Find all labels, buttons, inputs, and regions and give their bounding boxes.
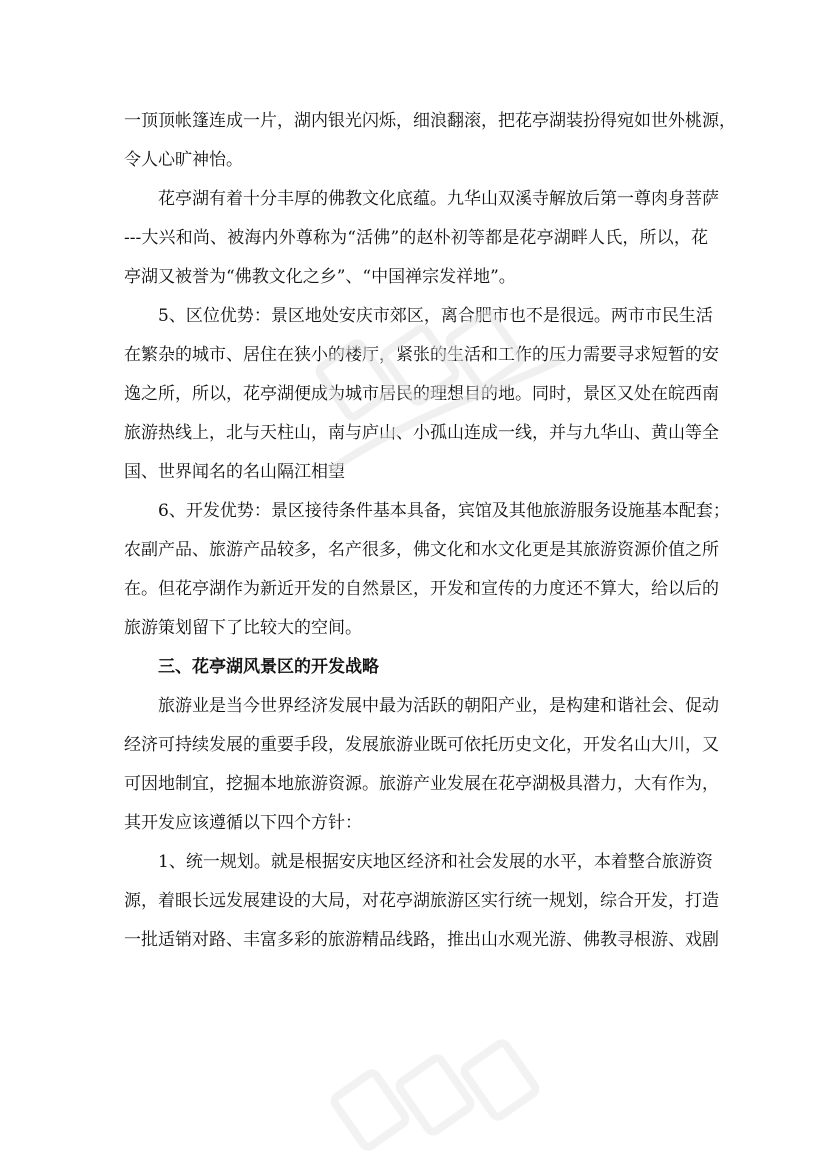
paragraph-line: ---大兴和尚、被海内外尊称为“活佛”的赵朴初等都是花亭湖畔人氏，所以，花 — [124, 228, 708, 248]
paragraph-line: 一顶顶帐篷连成一片，湖内银光闪烁，细浪翻滚，把花亭湖装扮得宛如世外桃源， — [124, 111, 736, 131]
paragraph-line: 令人心旷神怡。 — [124, 150, 243, 170]
paragraph-line: 1、统一规划。就是根据安庆地区经济和社会发展的水平，本着整合旅游资 — [158, 852, 713, 872]
paragraph-line: 一批适销对路、丰富多彩的旅游精品线路，推出山水观光游、佛教寻根游、戏剧 — [124, 930, 719, 950]
paragraph-line: 在。但花亭湖作为新近开发的自然景区，开发和宣传的力度还不算大，给以后的 — [124, 579, 719, 599]
paragraph-line: 其开发应该遵循以下四个方针： — [124, 813, 362, 833]
paragraph-line: 旅游业是当今世界经济发展中最为活跃的朝阳产业，是构建和谐社会、促动 — [158, 696, 719, 716]
document-body — [124, 102, 736, 960]
paragraph-line: 旅游策划留下了比较大的空间。 — [124, 618, 362, 638]
section-heading: 三、花亭湖风景区的开发战略 — [158, 657, 379, 677]
paragraph-line: 逸之所，所以，花亭湖便成为城市居民的理想目的地。同时，景区又处在皖西南 — [124, 384, 719, 404]
paragraph-line: 可因地制宜，挖掘本地旅游资源。旅游产业发展在花亭湖极具潜力，大有作为， — [124, 774, 719, 794]
paragraph-line: 旅游热线上，北与天柱山，南与庐山、小孤山连成一线，并与九华山、黄山等全 — [124, 423, 719, 443]
paragraph-line: 国、世界闻名的名山隔江相望 — [124, 462, 345, 482]
paragraph-line: 在繁杂的城市、居住在狭小的楼厅，紧张的生活和工作的压力需要寻求短暂的安 — [124, 345, 719, 365]
paragraph-line: 亭湖又被誉为“佛教文化之乡”、“中国禅宗发祥地”。 — [124, 267, 516, 287]
paragraph-line: 经济可持续发展的重要手段，发展旅游业既可依托历史文化，开发名山大川，又 — [124, 735, 719, 755]
watermark-stamp-bottom — [332, 1041, 537, 1149]
paragraph-line: 花亭湖有着十分丰厚的佛教文化底蕴。九华山双溪寺解放后第一尊肉身菩萨 — [158, 189, 719, 209]
paragraph-line: 5、区位优势：景区地处安庆市郊区，离合肥市也不是很远。两市市民生活 — [158, 306, 713, 326]
paragraph-line: 农副产品、旅游产品较多，名产很多，佛文化和水文化更是其旅游资源价值之所 — [124, 540, 719, 560]
paragraph-line: 源，着眼长远发展建设的大局，对花亭湖旅游区实行统一规划，综合开发，打造 — [124, 891, 719, 911]
paragraph-line: 6、开发优势：景区接待条件基本具备，宾馆及其他旅游服务设施基本配套； — [158, 501, 730, 521]
